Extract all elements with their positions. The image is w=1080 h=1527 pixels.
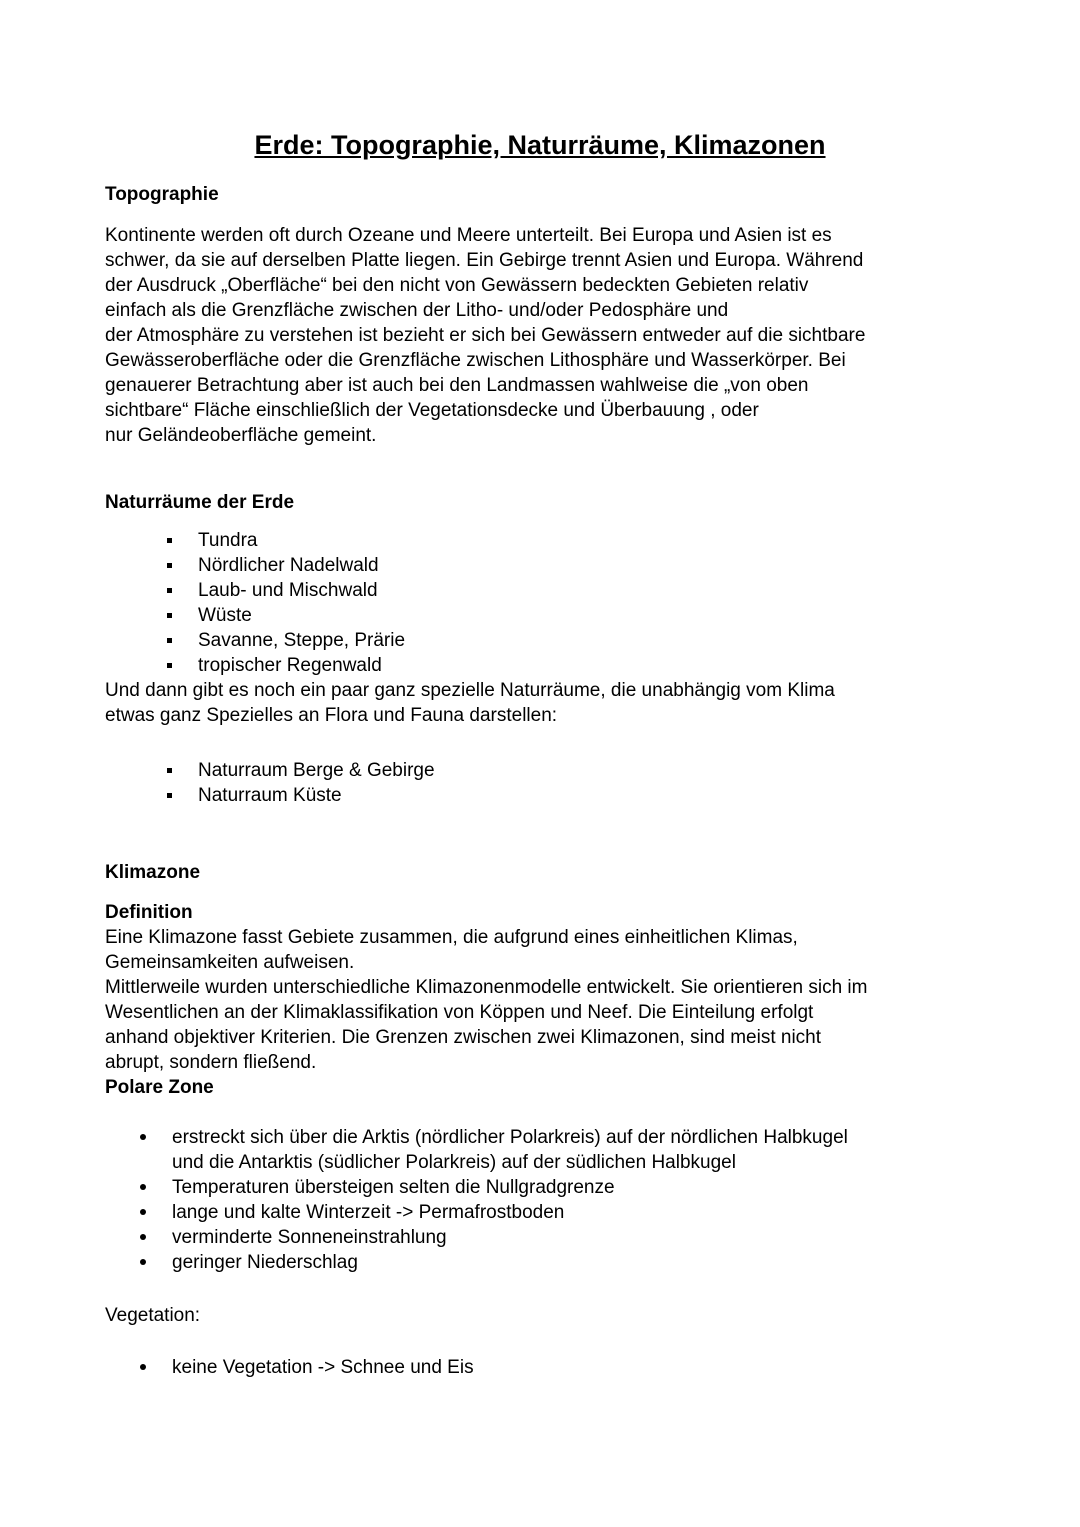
list-item: Savanne, Steppe, Prärie <box>105 628 975 653</box>
naturraeume-list <box>105 528 975 678</box>
list-item <box>105 1125 975 1175</box>
text-line: der Atmosphäre zu verstehen ist bezieht er sich bei Gewässern entweder auf die sichtbare <box>105 325 866 346</box>
heading-definition: Definition <box>105 902 193 923</box>
text-line: Und dann gibt es noch ein paar ganz spezielle Naturräume, die unabhängig vom Klima <box>105 680 835 701</box>
heading-naturraeume: Naturräume der Erde <box>105 492 295 513</box>
text-line: und die Antarktis (südlicher Polarkreis) auf der südlichen Halbkugel <box>172 1152 736 1173</box>
heading-topographie: Topographie <box>105 184 219 205</box>
vegetation-list <box>105 1355 975 1380</box>
text-line: genauerer Betrachtung aber ist auch bei den Landmassen wahlweise die „von oben <box>105 375 809 396</box>
text-line: nur Geländeoberfläche gemeint. <box>105 425 377 446</box>
section-klimazone <box>105 860 975 1380</box>
paragraph-spezielle-naturraeume <box>105 678 975 728</box>
paragraph-topographie <box>105 223 975 448</box>
text-line: der Ausdruck „Oberfläche“ bei den nicht von Gewässern bedeckten Gebieten relativ <box>105 275 809 296</box>
text-line: lange und kalte Winterzeit -> Permafrostboden <box>172 1202 565 1223</box>
text-line: Eine Klimazone fasst Gebiete zusammen, die aufgrund eines einheitlichen Klimas, <box>105 927 798 948</box>
text-line: sichtbare“ Fläche einschließlich der Vegetationsdecke und Überbauung , oder <box>105 400 759 421</box>
text-line: erstreckt sich über die Arktis (nördlicher Polarkreis) auf der nördlichen Halbkugel <box>172 1127 848 1148</box>
list-item <box>105 1355 975 1380</box>
text-line: verminderte Sonneneinstrahlung <box>172 1227 447 1248</box>
list-item: Laub- und Mischwald <box>105 578 975 603</box>
text-line: keine Vegetation -> Schnee und Eis <box>172 1357 474 1378</box>
heading-polare-zone: Polare Zone <box>105 1077 214 1098</box>
text-line: abrupt, sondern fließend. <box>105 1052 317 1073</box>
definition-block <box>105 900 975 1100</box>
text-line: Gewässeroberfläche oder die Grenzfläche zwischen Lithosphäre und Wasserkörper. Bei <box>105 350 846 371</box>
list-item: tropischer Regenwald <box>105 653 975 678</box>
list-item: Wüste <box>105 603 975 628</box>
list-item: Nördlicher Nadelwald <box>105 553 975 578</box>
list-item <box>105 1200 975 1225</box>
text-line: geringer Niederschlag <box>172 1252 358 1273</box>
document-title: Erde: Topographie, Naturräume, Klimazonen <box>254 130 826 160</box>
text-line: Wesentlichen an der Klimaklassifikation von Köppen und Neef. Die Einteilung erfolgt <box>105 1002 814 1023</box>
list-item <box>105 1225 975 1250</box>
polare-zone-list <box>105 1125 975 1275</box>
text-line: etwas ganz Spezielles an Flora und Fauna darstellen: <box>105 705 558 726</box>
list-item <box>105 1250 975 1275</box>
list-item <box>105 1175 975 1200</box>
text-line: schwer, da sie auf derselben Platte liegen. Ein Gebirge trennt Asien und Europa. Während <box>105 250 864 271</box>
paragraph-definition <box>105 925 975 1075</box>
heading-klimazone: Klimazone <box>105 862 201 883</box>
text-line: Kontinente werden oft durch Ozeane und Meere unterteilt. Bei Europa und Asien ist es <box>105 225 832 246</box>
list-item: Tundra <box>105 528 975 553</box>
list-item: Naturraum Küste <box>105 783 975 808</box>
text-line: anhand objektiver Kriterien. Die Grenzen zwischen zwei Klimazonen, sind meist nicht <box>105 1027 822 1048</box>
text-line: Temperaturen übersteigen selten die Nullgradgrenze <box>172 1177 615 1198</box>
vegetation-label: Vegetation: <box>105 1305 201 1326</box>
text-line: Gemeinsamkeiten aufweisen. <box>105 952 355 973</box>
spezielle-naturraeume-list <box>105 758 975 808</box>
section-topographie <box>105 182 975 448</box>
text-line: einfach als die Grenzfläche zwischen der Litho- und/oder Pedosphäre und <box>105 300 729 321</box>
text-line: Mittlerweile wurden unterschiedliche Klimazonenmodelle entwickelt. Sie orientieren sich im <box>105 977 868 998</box>
section-naturraeume <box>105 490 975 808</box>
list-item: Naturraum Berge & Gebirge <box>105 758 975 783</box>
